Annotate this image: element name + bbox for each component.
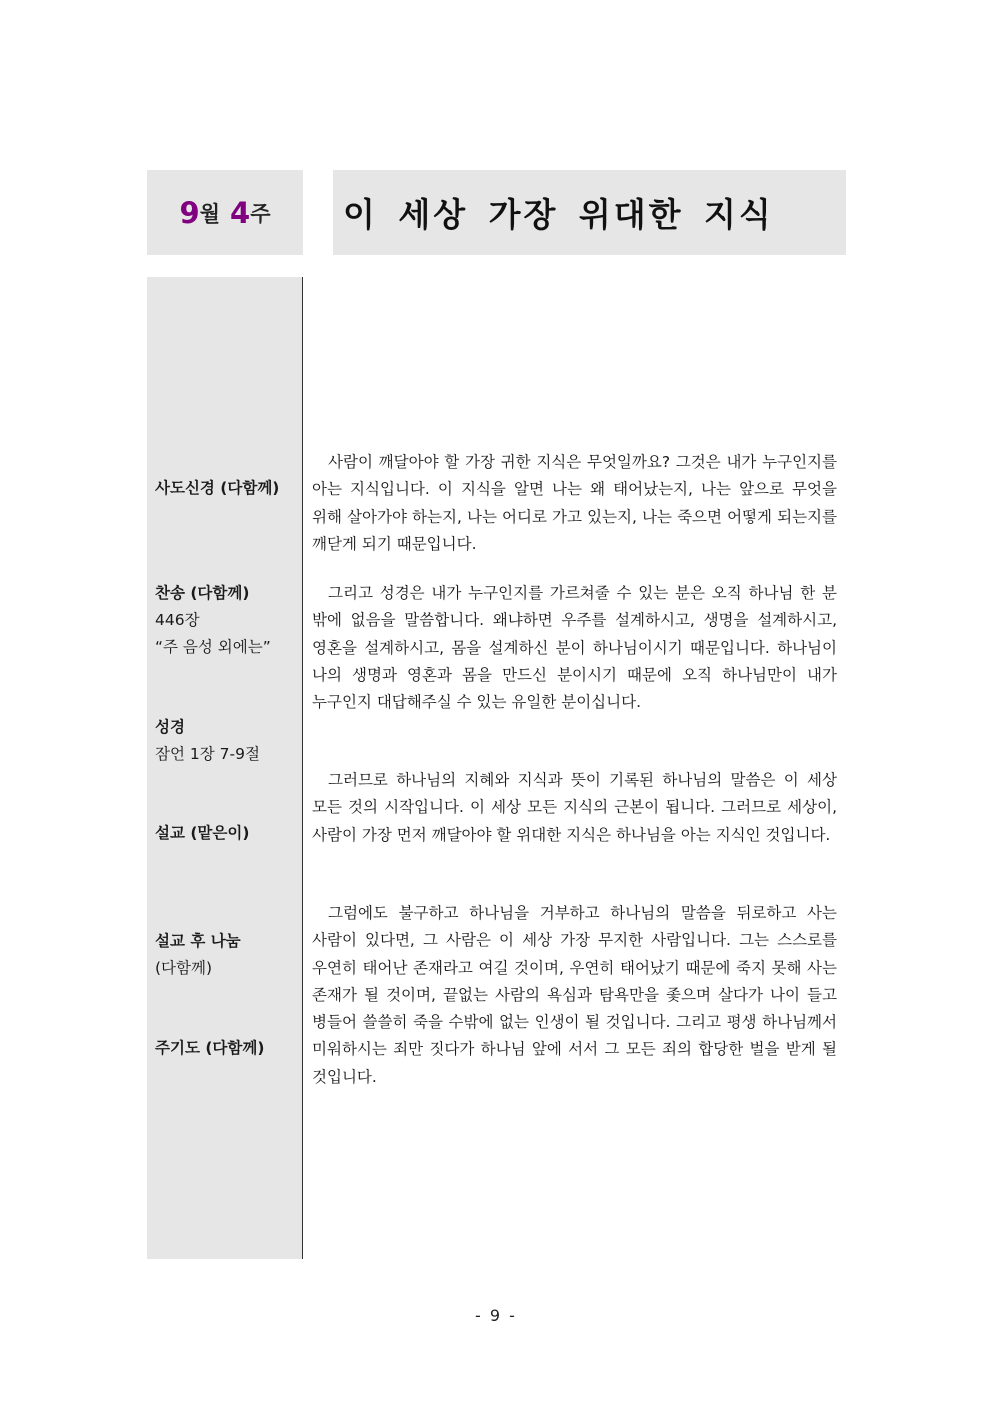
scripture-label: 성경 [155, 718, 185, 736]
hymn-name: “주 음성 외에는” [155, 638, 271, 656]
scripture-reference: 잠언 1장 7-9절 [155, 745, 260, 763]
title-header [333, 170, 846, 255]
apostles-creed-label: 사도신경 (다함께) [155, 479, 280, 497]
sermon-paragraph: 그러므로 하나님의 지혜와 지식과 뜻이 기록된 하나님의 말씀은 이 세상 모든 것의 시작입니다. 이 세상 모든 지식의 근본이 됩니다. 그러므로 세상이, 사람이 가장 먼저 깨달아야 할 위대한 지식은 하나님을 아는 지식인 것입니다. [312, 771, 837, 844]
order-of-service-sidebar [147, 277, 303, 1259]
sharing-label: 설교 후 나눔 [155, 932, 241, 950]
hymn-number: 446장 [155, 611, 200, 629]
scripture-item [155, 714, 260, 768]
hymn-label: 찬송 (다함께) [155, 584, 250, 602]
sermon-item [155, 820, 249, 847]
lords-prayer-label: 주기도 (다함께) [155, 1039, 265, 1057]
sermon-label: 설교 (맡은이) [155, 824, 250, 842]
month-number: 9 [179, 195, 200, 230]
page-title: 이 세상 가장 위대한 지식 [343, 195, 774, 234]
date-header [147, 170, 303, 255]
sermon-paragraph: 그리고 성경은 내가 누구인지를 가르쳐줄 수 있는 분은 오직 하나님 한 분 밖에 없음을 말씀합니다. 왜냐하면 우주를 설계하시고, 생명을 설계하시고, 영혼을 설계하시고, 몸을 설계하신 분이 하나님이시기 때문입니다. 하나님이 나의 생명과 영혼과 몸을 만드신 분이시기 때문에 오직 하나님만이 내가 누구인지 대답해주실 수 있는 유일한 분이십니다. [312, 584, 837, 712]
month-unit: 월 [199, 201, 220, 226]
sermon-paragraph: 그럼에도 불구하고 하나님을 거부하고 하나님의 말씀을 뒤로하고 사는 사람이 있다면, 그 사람은 이 세상 가장 무지한 사람입니다. 그는 스스로를 우연히 태어난 존재라고 여길 것이며, 우연히 태어났기 때문에 죽지 못해 사는 존재가 될 것이며, 끝없는 사람의 욕심과 탐욕만을 좇으며 살다가 나이 들고 병들어 쓸쓸히 죽을 수밖에 없는 인생이 될 것입니다. 그리고 평생 하나님께서 미워하시는 죄만 짓다가 하나님 앞에 서서 그 모든 죄의 합당한 벌을 받게 될 것입니다. [312, 904, 837, 1086]
week-unit: 주 [250, 201, 271, 226]
page-number: - 9 - [475, 1306, 517, 1325]
apostles-creed-item [155, 475, 279, 502]
lords-prayer-item [155, 1035, 264, 1062]
week-number: 4 [230, 195, 251, 230]
hymn-item [155, 580, 271, 661]
sharing-sub-label: (다함께) [155, 959, 213, 977]
sharing-item [155, 928, 241, 982]
sermon-paragraph: 사람이 깨달아야 할 가장 귀한 지식은 무엇일까요? 그것은 내가 누구인지를 아는 지식입니다. 이 지식을 알면 나는 왜 태어났는지, 나는 앞으로 무엇을 위해 살아가야 하는지, 나는 어디로 가고 있는지, 나는 죽으면 어떻게 되는지를 깨닫게 되기 때문입니다. [312, 453, 837, 553]
